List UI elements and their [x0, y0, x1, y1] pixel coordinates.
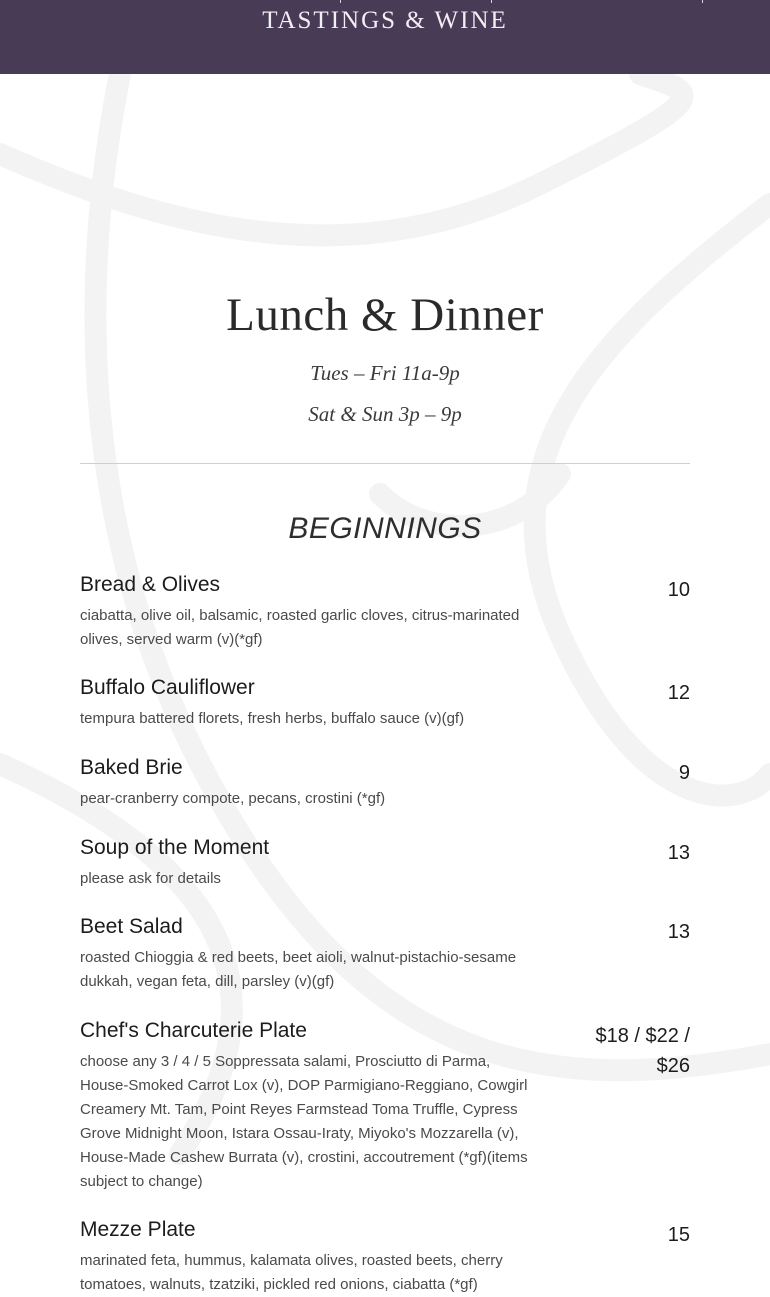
item-price: 15 [667, 1224, 690, 1246]
item-name: Beet Salad [80, 915, 183, 938]
brand-title[interactable]: TASTINGS & WINE [262, 7, 508, 34]
menu-item [80, 755, 690, 811]
item-description: pear-cranberry compote, pecans, crostini (*gf) [80, 790, 386, 807]
item-description: marinated feta, hummus, kalamata olives, roasted beets, cherry tomatoes, walnuts, tzatziki, pickled red onions, ciabatta (*gf) [80, 1252, 503, 1293]
item-description: choose any 3 / 4 / 5 Soppressata salami, Prosciutto di Parma, House-Smoked Carrot Lox (v), DOP Parmigiano-Reggiano, Cowgirl Creamery Mt. Tam, Point Reyes Farmstead Toma Truffle, Cypress Grove Midnight Moon, Istara Ossau-Iraty, Miyoko's Mozzarella (v), House-Made Cashew Burrata (v), crostini, accoutrement (*gf)(items subject to change) [80, 1053, 528, 1190]
item-price: 9 [678, 762, 690, 784]
menu-item [80, 914, 690, 994]
menu-item [80, 835, 690, 891]
menu-item [80, 1018, 690, 1194]
site-header [0, 0, 770, 74]
nav-divider [702, 0, 703, 3]
item-name: Buffalo Cauliflower [80, 676, 255, 699]
nav-divider [340, 0, 341, 3]
divider [80, 463, 690, 464]
item-description: please ask for details [80, 870, 221, 887]
item-description: roasted Chioggia & red beets, beet aioli, walnut-pistachio-sesame dukkah, vegan feta, dill, parsley (v)(gf) [80, 949, 517, 990]
item-name: Baked Brie [80, 756, 183, 779]
menu-item [80, 1217, 690, 1297]
item-price: 12 [667, 682, 690, 704]
item-name: Mezze Plate [80, 1218, 196, 1241]
menu-item [80, 675, 690, 731]
item-description: ciabatta, olive oil, balsamic, roasted garlic cloves, citrus-marinated olives, served warm (v)(*gf) [80, 607, 520, 648]
menu-item [80, 572, 690, 652]
page-title: Lunch & Dinner [226, 289, 544, 341]
section-title: BEGINNINGS [288, 512, 482, 545]
item-price: 13 [667, 921, 690, 943]
hours-weekend: Sat & Sun 3p – 9p [308, 402, 462, 426]
item-name: Chef's Charcuterie Plate [80, 1019, 307, 1042]
item-name: Soup of the Moment [80, 836, 270, 859]
item-description: tempura battered florets, fresh herbs, buffalo sauce (v)(gf) [80, 710, 465, 727]
item-price: $18 / $22 / $26 [595, 1025, 690, 1077]
item-price: 13 [667, 842, 690, 864]
nav-divider [491, 0, 492, 3]
hours-weekday: Tues – Fri 11a-9p [310, 361, 460, 385]
item-price: 10 [667, 579, 690, 601]
item-name: Bread & Olives [80, 573, 221, 596]
